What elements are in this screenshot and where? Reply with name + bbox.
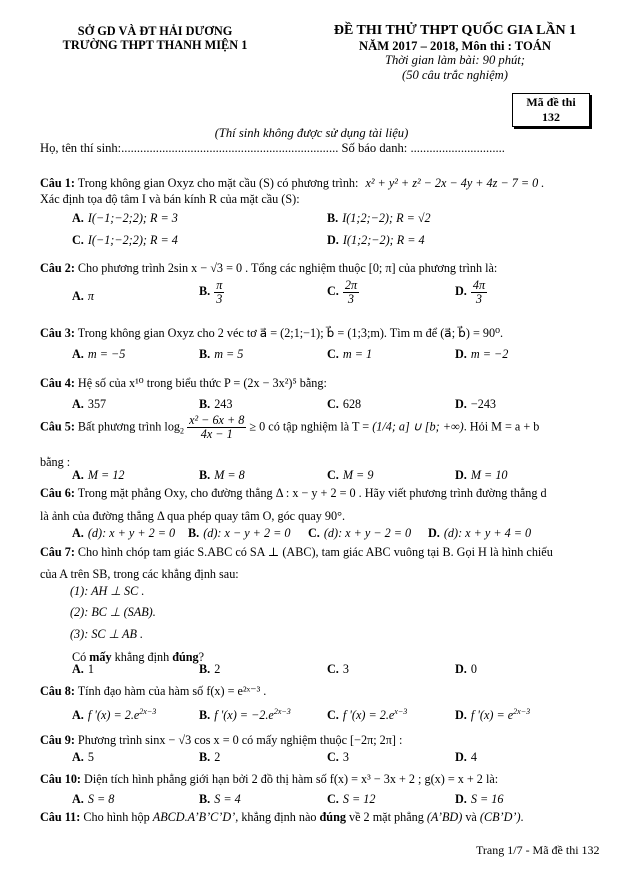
option-exponent: x−3 [394,707,408,716]
option-c[interactable] [327,750,349,765]
question-text: Hệ số của x¹⁰ trong biểu thức P = (2x − 3x²)⁵ bằng: [77,376,327,390]
question-10 [40,772,498,787]
option-d[interactable] [428,526,531,541]
option-a[interactable] [72,750,94,765]
question-text: và [462,810,480,824]
question-text: Cho hình hộp [83,810,153,824]
option-b[interactable] [199,707,291,723]
question-text: Cho hình chóp tam giác S.ABC có SA ⊥ (ABC), tam giác ABC vuông tại B. Gọi H là hình chiếu [77,545,553,559]
option-value: π [87,289,94,303]
option-c[interactable] [327,662,349,677]
question-text: Diện tích hình phẳng giới hạn bởi 2 đồ thị hàm số f(x) = x³ − 3x + 2 ; g(x) = x + 2 là: [84,772,499,786]
option-value: 4 [470,750,477,764]
option-b[interactable] [199,468,245,483]
option-value: 628 [342,397,362,411]
fraction-numerator: 4π [472,278,486,292]
statement-3: (3): SC ⊥ AB . [70,627,144,641]
option-label: D. [455,347,467,361]
option-b[interactable] [199,662,220,677]
option-fraction [471,279,487,306]
option-value: 243 [214,397,233,411]
option-label: D. [455,468,467,482]
option-label: D. [455,792,467,806]
option-d[interactable] [455,707,530,723]
option-label: A. [72,792,84,806]
option-value: S = 12 [342,792,376,806]
option-label: A. [72,397,84,411]
question-6 [40,486,547,501]
question-text: Bất phương trình log [77,419,181,434]
question-text: Cho phương trình 2sin x − √3 = 0 . Tổng các nghiệm thuộc [0; π] của phương trình là: [77,261,498,275]
option-d[interactable] [455,468,508,483]
option-value: m = 1 [342,347,373,361]
question-text-post: . Hỏi M = a + b [463,419,540,434]
option-a[interactable] [72,211,178,226]
option-d[interactable] [455,347,508,362]
option-label: A. [72,347,84,361]
question-formula: x² + y² + z² − 2x − 4y + 4z − 7 = 0 . [365,176,545,190]
fraction-numerator: 2π [344,278,358,292]
option-value: I(−1;−2;2); R = 4 [87,233,178,247]
option-b[interactable] [199,397,232,412]
option-a[interactable] [72,289,94,304]
question-label: Câu 8: [40,684,75,698]
option-label: B. [199,347,211,361]
option-d[interactable] [455,397,496,412]
option-label: C. [327,708,339,723]
option-d[interactable] [455,279,487,306]
exam-header [305,24,605,82]
option-label: C. [72,233,84,247]
option-c[interactable] [72,233,178,248]
question-text: Tính đạo hàm của hàm số f(x) = e²ˣ⁻³ . [77,684,267,698]
question-9 [40,733,402,748]
option-label: D. [455,750,467,764]
question-1-text2: Xác định tọa độ tâm I và bán kính R của mặt cầu (S): [40,192,300,206]
option-c[interactable] [327,707,407,723]
question-label: Câu 4: [40,376,75,390]
option-label: D. [428,526,440,540]
option-label: C. [327,750,339,764]
option-value: 3 [342,750,349,764]
statement-2: (2): BC ⊥ (SAB). [70,605,156,619]
option-value: m = −2 [470,347,509,361]
option-label: C. [327,397,339,411]
option-value: S = 4 [214,792,241,806]
option-label: D. [455,284,467,299]
question-label: Câu 9: [40,733,75,747]
question-text: Trong không gian Oxyz cho mặt cầu (S) có phương trình: [77,176,359,190]
question-text: Trong không gian Oxyz cho 2 véc tơ a⃗ = (2;1;−1); b⃗ = (1;3;m). Tìm m để (a⃗; b⃗) = 90⁰. [77,326,504,340]
option-value: f '(x) = −2.e [214,708,274,723]
option-label: B. [199,750,211,764]
option-label: B. [199,284,211,299]
option-value: 1 [87,662,94,676]
prompt-text: khẳng định [111,650,173,664]
fraction-numerator: x² − 6x + 8 [189,413,245,427]
fraction-denominator: 3 [347,292,354,306]
option-label: C. [308,526,320,540]
question-7 [40,545,553,560]
option-a[interactable] [72,792,114,807]
question-text: Phương trình sinx − √3 cos x = 0 có mấy nghiệm thuộc [−2π; 2π] : [77,733,403,747]
question-label: Câu 2: [40,261,75,275]
page-footer: Trang 1/7 - Mã đề thi 132 [476,843,600,857]
option-b[interactable] [199,279,224,306]
option-value: M = 10 [470,468,508,482]
option-value: 0 [470,662,477,676]
option-label: B. [199,708,211,723]
option-a[interactable] [72,526,175,541]
department-name: SỞ GD VÀ ĐT HẢI DƯƠNG [77,24,233,38]
option-label: B. [199,662,211,676]
option-value: −243 [470,397,497,411]
option-fraction [343,279,359,306]
option-b[interactable] [188,526,290,541]
option-value: I(1;2;−2); R = 4 [342,233,425,247]
question-5 [40,414,539,441]
option-label: A. [72,662,84,676]
option-value: m = −5 [87,347,126,361]
option-value: M = 9 [342,468,374,482]
option-exponent: 2x−3 [513,707,531,716]
option-value: 2 [214,750,221,764]
option-value: f '(x) = 2.e [87,708,140,723]
option-label: D. [455,708,467,723]
option-a[interactable] [72,662,94,677]
exam-question-count: (50 câu trắc nghiệm) [402,67,508,82]
option-c[interactable] [327,468,373,483]
exam-year-subject: NĂM 2017 – 2018, Môn thi : TOÁN [359,38,551,53]
fraction-denominator: 3 [475,292,482,306]
question-text: Trong mặt phẳng Oxy, cho đường thẳng Δ : x − y + 2 = 0 . Hãy viết phương trình đường thẳng d [77,486,547,500]
question-text-mid: ≥ 0 có tập nghiệm là T = [249,419,370,434]
option-value: M = 12 [87,468,125,482]
question-1 [40,176,544,191]
question-label: Câu 7: [40,545,75,559]
option-label: A. [72,211,84,225]
option-c[interactable] [327,792,375,807]
option-value: I(1;2;−2); R = √2 [342,211,431,225]
question-text: . [520,810,524,824]
option-d[interactable] [327,233,425,248]
option-b[interactable] [327,211,431,226]
option-value: 5 [87,750,94,764]
question-8 [40,684,266,699]
option-label: D. [327,233,339,247]
question-label: Câu 3: [40,326,75,340]
solution-interval: (1/4; a] ∪ [b; +∞) [372,419,464,434]
option-exponent: 2x−3 [139,707,157,716]
plane-1: (A’BD) [426,810,463,824]
option-label: B. [188,526,200,540]
option-c[interactable] [327,397,361,412]
shape-name: ABCD.A’B’C’D’ [152,810,236,824]
option-label: A. [72,526,84,540]
option-a[interactable] [72,707,156,723]
fraction-denominator: 4x − 1 [200,427,233,441]
exam-note: (Thí sinh không được sử dụng tài liệu) [214,126,409,140]
option-label: C. [327,792,339,806]
question-5-text2: bằng : [40,455,71,469]
fraction-denominator: 3 [216,292,223,306]
option-value: (d): x + y + 4 = 0 [443,526,532,540]
option-label: D. [455,397,467,411]
option-c[interactable] [308,526,411,541]
option-c[interactable] [327,279,359,306]
option-value: 3 [342,662,349,676]
question-2 [40,261,497,276]
question-3 [40,326,503,341]
option-value: S = 8 [87,792,115,806]
option-value: M = 8 [214,468,245,482]
option-value: f '(x) = 2.e [342,708,395,723]
exam-title: ĐỀ THI THỬ THPT QUỐC GIA LẦN 1 [333,23,577,38]
option-value: I(−1;−2;2); R = 3 [87,211,178,225]
option-c[interactable] [327,347,372,362]
question-text: , khẳng định nào [235,810,320,824]
prompt-text: Có [72,650,90,664]
option-a[interactable] [72,468,125,483]
exam-code-label: Mã đề thi [526,95,576,109]
option-value: f '(x) = e [470,708,514,723]
option-value: (d): x + y + 2 = 0 [87,526,176,540]
log-base: 2 [180,426,185,436]
plane-2: (CB’D’) [479,810,521,824]
statement-1: (1): AH ⊥ SC . [70,584,145,598]
option-d[interactable] [455,662,477,677]
question-label: Câu 5: [40,419,75,434]
option-b[interactable] [199,750,220,765]
option-label: B. [199,397,211,411]
candidate-info-line: Họ, tên thí sinh:..................................................................... Số báo danh: .............................. [40,141,505,155]
option-label: A. [72,468,84,482]
option-label: D. [455,662,467,676]
question-bold: đúng [319,810,346,824]
option-d[interactable] [455,750,477,765]
exam-duration: Thời gian làm bài: 90 phút; [384,53,525,67]
option-value: (d): x − y + 2 = 0 [203,526,291,540]
question-6-text2: là ảnh của đường thẳng Δ qua phép quay tâm O, góc quay 90°. [40,509,345,523]
option-exponent: 2x−3 [273,707,291,716]
option-fraction [214,279,224,306]
school-header [40,24,270,52]
question-7-text2: của A trên SB, trong các khẳng định sau: [40,567,239,581]
option-value: (d): x + y − 2 = 0 [323,526,412,540]
option-value: 2 [214,662,221,676]
option-value: 357 [87,397,107,411]
option-label: C. [327,468,339,482]
option-label: B. [327,211,339,225]
question-label: Câu 11: [40,810,81,824]
exam-code-value: 132 [542,109,560,124]
option-a[interactable] [72,397,106,412]
option-label: A. [72,289,84,303]
exam-code-box [512,93,590,127]
prompt-text: ? [198,650,205,664]
inequality-fraction [187,414,246,441]
question-11 [40,810,524,825]
question-4 [40,376,327,391]
option-label: B. [199,792,211,806]
option-label: A. [72,708,84,723]
question-label: Câu 6: [40,486,75,500]
option-value: m = 5 [214,347,244,361]
option-label: C. [327,347,339,361]
option-b[interactable] [199,792,241,807]
option-b[interactable] [199,347,243,362]
prompt-bold: mấy [89,650,112,664]
option-label: C. [327,662,339,676]
question-label: Câu 1: [40,176,75,190]
option-label: B. [199,468,211,482]
fraction-numerator: π [216,278,223,292]
option-label: A. [72,750,84,764]
prompt-bold: đúng [172,650,199,664]
question-text: về 2 mặt phẳng [345,810,427,824]
option-value: S = 16 [470,792,504,806]
school-name: TRƯỜNG THPT THANH MIỆN 1 [62,38,248,52]
option-label: C. [327,284,339,299]
option-d[interactable] [455,792,503,807]
option-a[interactable] [72,347,125,362]
question-label: Câu 10: [40,772,81,786]
